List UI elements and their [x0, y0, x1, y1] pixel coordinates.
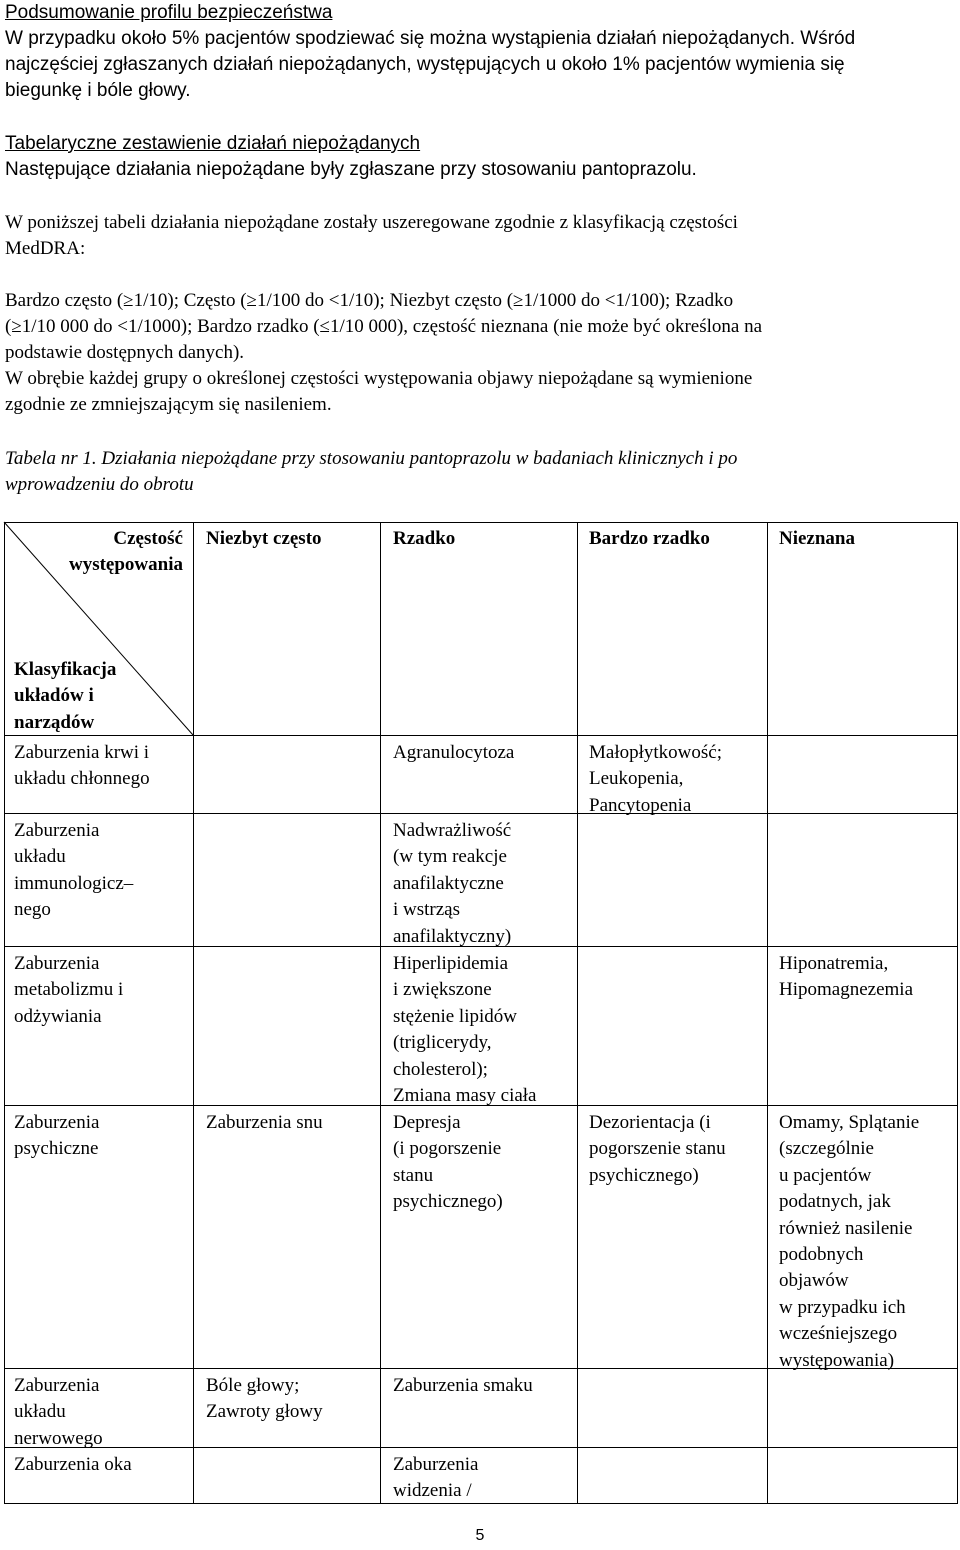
- cell-line: Zaburzenia: [14, 953, 100, 974]
- cell-line: Zawroty głowy: [206, 1401, 323, 1423]
- cell-line: w przypadku ich: [779, 1296, 906, 1318]
- table-caption: [5, 446, 954, 498]
- organ-class-cell: [14, 1110, 99, 1163]
- paragraph-line: W poniższej tabeli działania niepożądane zostały uszeregowane zgodnie z klasyfikacją częstości: [5, 212, 738, 233]
- cell-line: Zaburzenia snu: [206, 1112, 323, 1133]
- cell-line: u pacjentów: [779, 1164, 872, 1186]
- cell-line: pogorszenie stanu: [589, 1138, 726, 1160]
- cell-line: Agranulocytoza: [393, 742, 515, 763]
- corner-header-organ-class: [14, 657, 116, 736]
- section-tabular-summary: [5, 131, 954, 183]
- cell-line: Zaburzenia oka: [14, 1454, 132, 1475]
- unknown-cell: [779, 951, 913, 1004]
- cell-line: psychicznego): [589, 1164, 699, 1186]
- cell-line: (szczególnie: [779, 1138, 874, 1160]
- cell-line: (triglicerydy,: [393, 1032, 492, 1054]
- section-title-tabular-summary: Tabelaryczne zestawienie działań niepożądanych: [5, 133, 421, 154]
- paragraph-line: (≥1/10 000 do <1/1000); Bardzo rzadko (≤1/10 000), częstość nieznana (nie może być określona na: [5, 316, 763, 337]
- row-divider: [4, 1447, 958, 1448]
- cell-line: Zaburzenia: [14, 1112, 100, 1133]
- paragraph-line: biegunkę i bóle głowy.: [5, 80, 191, 101]
- rare-cell: [393, 1452, 478, 1505]
- uncommon-cell: [206, 1110, 323, 1136]
- cell-line: anafilaktyczne: [393, 872, 504, 894]
- paragraph-line: najczęściej zgłaszanych działań niepożądanych, występujących u około 1% pacjentów wymienia się: [5, 54, 845, 75]
- caption-line: wprowadzeniu do obrotu: [5, 474, 194, 495]
- cell-line: odżywiania: [14, 1005, 102, 1027]
- column-divider: [577, 522, 578, 1504]
- corner-header-line: Klasyfikacja: [14, 659, 117, 680]
- rare-cell: [393, 1110, 503, 1216]
- cell-line: Hipomagnezemia: [779, 979, 914, 1001]
- paragraph-line: podstawie dostępnych danych).: [5, 342, 245, 363]
- table-border-bottom: [4, 1503, 958, 1504]
- section-safety-profile: [5, 0, 954, 104]
- cell-line: Omamy, Splątanie: [779, 1112, 920, 1133]
- cell-line: Dezorientacja (i: [589, 1112, 711, 1133]
- section-meddra-intro: [5, 210, 954, 262]
- cell-line: Zaburzenia: [14, 1375, 100, 1396]
- cell-line: metabolizmu i: [14, 979, 124, 1001]
- organ-class-cell: [14, 1373, 103, 1452]
- page-number: 5: [475, 1527, 485, 1544]
- cell-line: stężenie lipidów: [393, 1005, 517, 1027]
- cell-line: Bóle głowy;: [206, 1375, 300, 1396]
- unknown-cell: [779, 1110, 919, 1374]
- cell-line: również nasilenie: [779, 1217, 913, 1239]
- organ-class-cell: [14, 951, 123, 1030]
- rare-cell: [393, 818, 511, 950]
- section-title-safety-profile: Podsumowanie profilu bezpieczeństwa: [5, 2, 333, 23]
- cell-line: Zaburzenia smaku: [393, 1375, 533, 1396]
- very-rare-cell: [589, 1110, 726, 1189]
- cell-line: stanu: [393, 1164, 434, 1186]
- column-divider: [380, 522, 381, 1504]
- paragraph-line: MedDRA:: [5, 238, 86, 259]
- column-header-very-rare: Bardzo rzadko: [589, 528, 710, 549]
- very-rare-cell: [589, 740, 722, 819]
- cell-line: Zaburzenia krwi i: [14, 742, 150, 763]
- column-divider: [767, 522, 768, 1504]
- rare-cell: [393, 1373, 533, 1399]
- organ-class-cell: [14, 1452, 132, 1478]
- cell-line: wcześniejszego: [779, 1323, 898, 1345]
- paragraph-line: zgodnie ze zmniejszającym się nasileniem.: [5, 394, 332, 415]
- cell-line: układu chłonnego: [14, 768, 150, 790]
- cell-line: Pancytopenia: [589, 794, 692, 816]
- uncommon-cell: [206, 1373, 323, 1426]
- cell-line: układu: [14, 846, 66, 868]
- corner-header-frequency: [4, 526, 183, 579]
- caption-line: Tabela nr 1. Działania niepożądane przy stosowaniu pantoprazolu w badaniach klinicznych i po: [5, 448, 738, 469]
- cell-line: Nadwrażliwość: [393, 820, 512, 841]
- cell-line: Leukopenia,: [589, 768, 684, 790]
- table-border-right: [957, 522, 958, 1504]
- cell-line: Zmiana masy ciała: [393, 1085, 537, 1107]
- corner-header-line: układów i: [14, 685, 94, 707]
- paragraph-line: W przypadku około 5% pacjentów spodziewać się można wystąpienia działań niepożądanych. Wśród: [5, 28, 856, 49]
- cell-line: (w tym reakcje: [393, 846, 507, 868]
- cell-line: widzenia /: [393, 1480, 472, 1502]
- cell-line: Hiponatremia,: [779, 953, 889, 974]
- paragraph-line: Bardzo często (≥1/10); Często (≥1/100 do <1/10); Niezbyt często (≥1/1000 do <1/100); Rzadko: [5, 290, 734, 311]
- organ-class-cell: [14, 740, 150, 793]
- corner-header-line: Częstość: [113, 528, 183, 549]
- paragraph-line: W obrębie każdej grupy o określonej częstości występowania objawy niepożądane są wymienione: [5, 368, 753, 389]
- cell-line: układu: [14, 1401, 66, 1423]
- cell-line: psychicznego): [393, 1191, 503, 1213]
- cell-line: cholesterol);: [393, 1058, 488, 1080]
- cell-line: psychiczne: [14, 1138, 99, 1160]
- column-header-rare: Rzadko: [393, 528, 456, 549]
- column-header-uncommon: Niezbyt często: [206, 528, 322, 549]
- cell-line: podatnych, jak: [779, 1191, 891, 1213]
- cell-line: podobnych: [779, 1244, 864, 1266]
- cell-line: i zwiększone: [393, 979, 492, 1001]
- cell-line: objawów: [779, 1270, 849, 1292]
- corner-header-line: narządów: [14, 711, 95, 733]
- cell-line: i wstrząs: [393, 899, 461, 921]
- cell-line: Zaburzenia: [14, 820, 100, 841]
- cell-line: nerwowego: [14, 1427, 103, 1449]
- cell-line: Hiperlipidemia: [393, 953, 509, 974]
- rare-cell: [393, 951, 537, 1109]
- organ-class-cell: [14, 818, 133, 924]
- cell-line: (i pogorszenie: [393, 1138, 502, 1160]
- cell-line: Depresja: [393, 1112, 461, 1133]
- cell-line: anafilaktyczny): [393, 925, 512, 947]
- cell-line: występowania): [779, 1349, 895, 1371]
- cell-line: Małopłytkowość;: [589, 742, 722, 763]
- section-frequency-definitions: [5, 288, 954, 418]
- cell-line: nego: [14, 899, 51, 921]
- paragraph-line: Następujące działania niepożądane były zgłaszane przy stosowaniu pantoprazolu.: [5, 159, 697, 180]
- adverse-reactions-table: [4, 522, 958, 1504]
- cell-line: immunologicz–: [14, 872, 134, 894]
- column-header-unknown: Nieznana: [779, 528, 855, 549]
- row-divider: [4, 813, 958, 814]
- corner-header-line: występowania: [68, 554, 183, 576]
- rare-cell: [393, 740, 514, 766]
- cell-line: Zaburzenia: [393, 1454, 479, 1475]
